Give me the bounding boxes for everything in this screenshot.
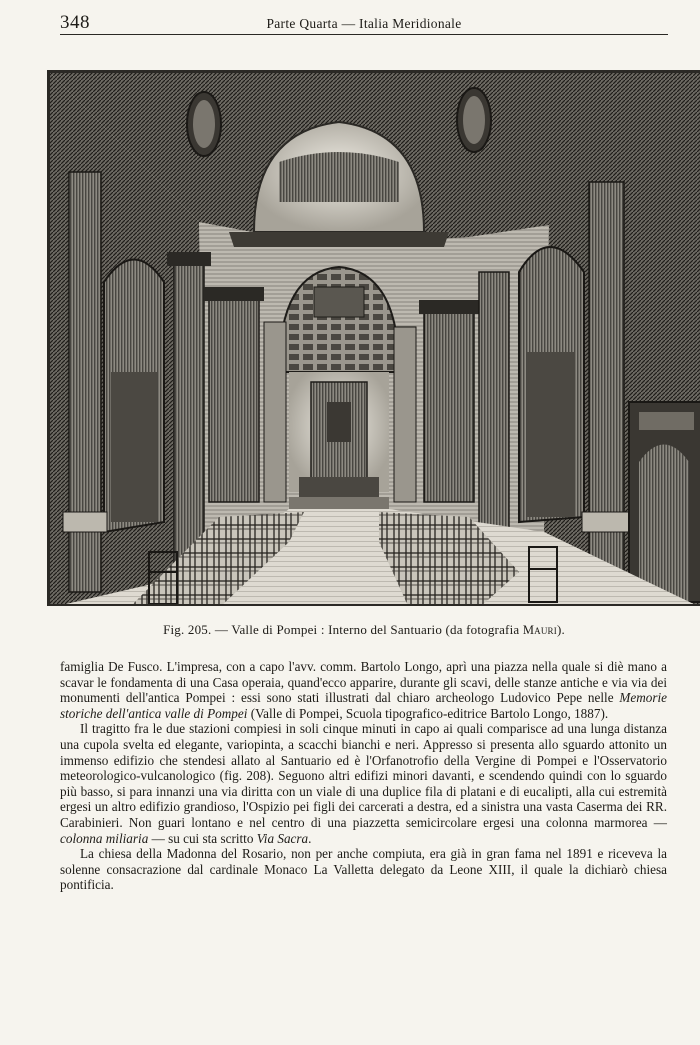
paragraph-2-text-a: Il tragitto fra le due stazioni compiesi in soli cinque minuti in capo ai quali comparisce ad una lunga distanza una cupola svelta ed elegante, variopinta, a scacchi bianchi e neri. Appresso si presenta allo sguardo attonito un immenso edifizio che stendesi allato al Santuario ed è l'Orfanotrofio della Vergine di Pompei e l'Osservatorio meteorologico-vulcanologico (fig. 208). Seguono altri edifizi minori davanti, e scendendo quindi con lo sguardo più basso, si para innanzi una via diritta con un viale di una duplice fila di platani e di eucalipti, alla cui estremità ergesi un altro edifizio grandioso, l'Ospizio pei figli dei carcerati a destra, ed a sinistra una vasta Caserma dei RR. Carabinieri. Non guari lontano e nel centro di una piazzetta semicircolare ergesi una colonna marmorea — [60, 721, 667, 830]
paragraph-2-text-c: . [308, 830, 312, 846]
paragraph-1 [60, 659, 667, 721]
caption-text: Fig. 205. — Valle di Pompei : Interno del Santuario (da fotografia [163, 622, 523, 637]
caption-photographer: Mauri [522, 623, 557, 637]
paragraph-3: La chiesa della Madonna del Rosario, non per anche compiuta, era già in gran fama nel 1891 e riceveva la solenne consacrazione dal cardinale Monaco La Valletta delegato da Leone XIII, il quale la dichiarò chiesa pontificia. [60, 846, 667, 893]
paragraph-1-text-a: famiglia De Fusco. L'impresa, con a capo l'avv. comm. Bartolo Longo, aprì una piazza nella quale si diè mano a scavar le fondamenta di una Casa operaia, quand'ecco apparire, durante gli scavi, delle stanze antiche e via via dei monumenti dell'antica Pompei : essi sono stati illustrati dal chiaro archeologo Ludovico Pepe nelle [60, 659, 667, 706]
running-title: Parte Quarta — Italia Meridionale [266, 16, 462, 31]
church-interior-engraving [47, 70, 700, 606]
paragraph-2-text-b: — su cui sta scritto [148, 830, 257, 846]
via-sacra-term: Via Sacra [256, 830, 309, 846]
body-text [60, 659, 667, 893]
page-header [60, 6, 668, 35]
page-number: 348 [60, 12, 90, 33]
paragraph-2 [60, 721, 667, 846]
paragraph-1-text-b: (Valle di Pompei, Scuola tipografico-editrice Bartolo Longo, 1887). [247, 705, 609, 721]
engraving-illustration [49, 72, 700, 606]
book-title: Memorie storiche dell'antica valle di Pompei [60, 690, 667, 721]
caption-end: ). [556, 622, 565, 637]
figure-caption [60, 622, 668, 638]
colonna-miliaria-term: colonna miliaria [60, 830, 149, 846]
